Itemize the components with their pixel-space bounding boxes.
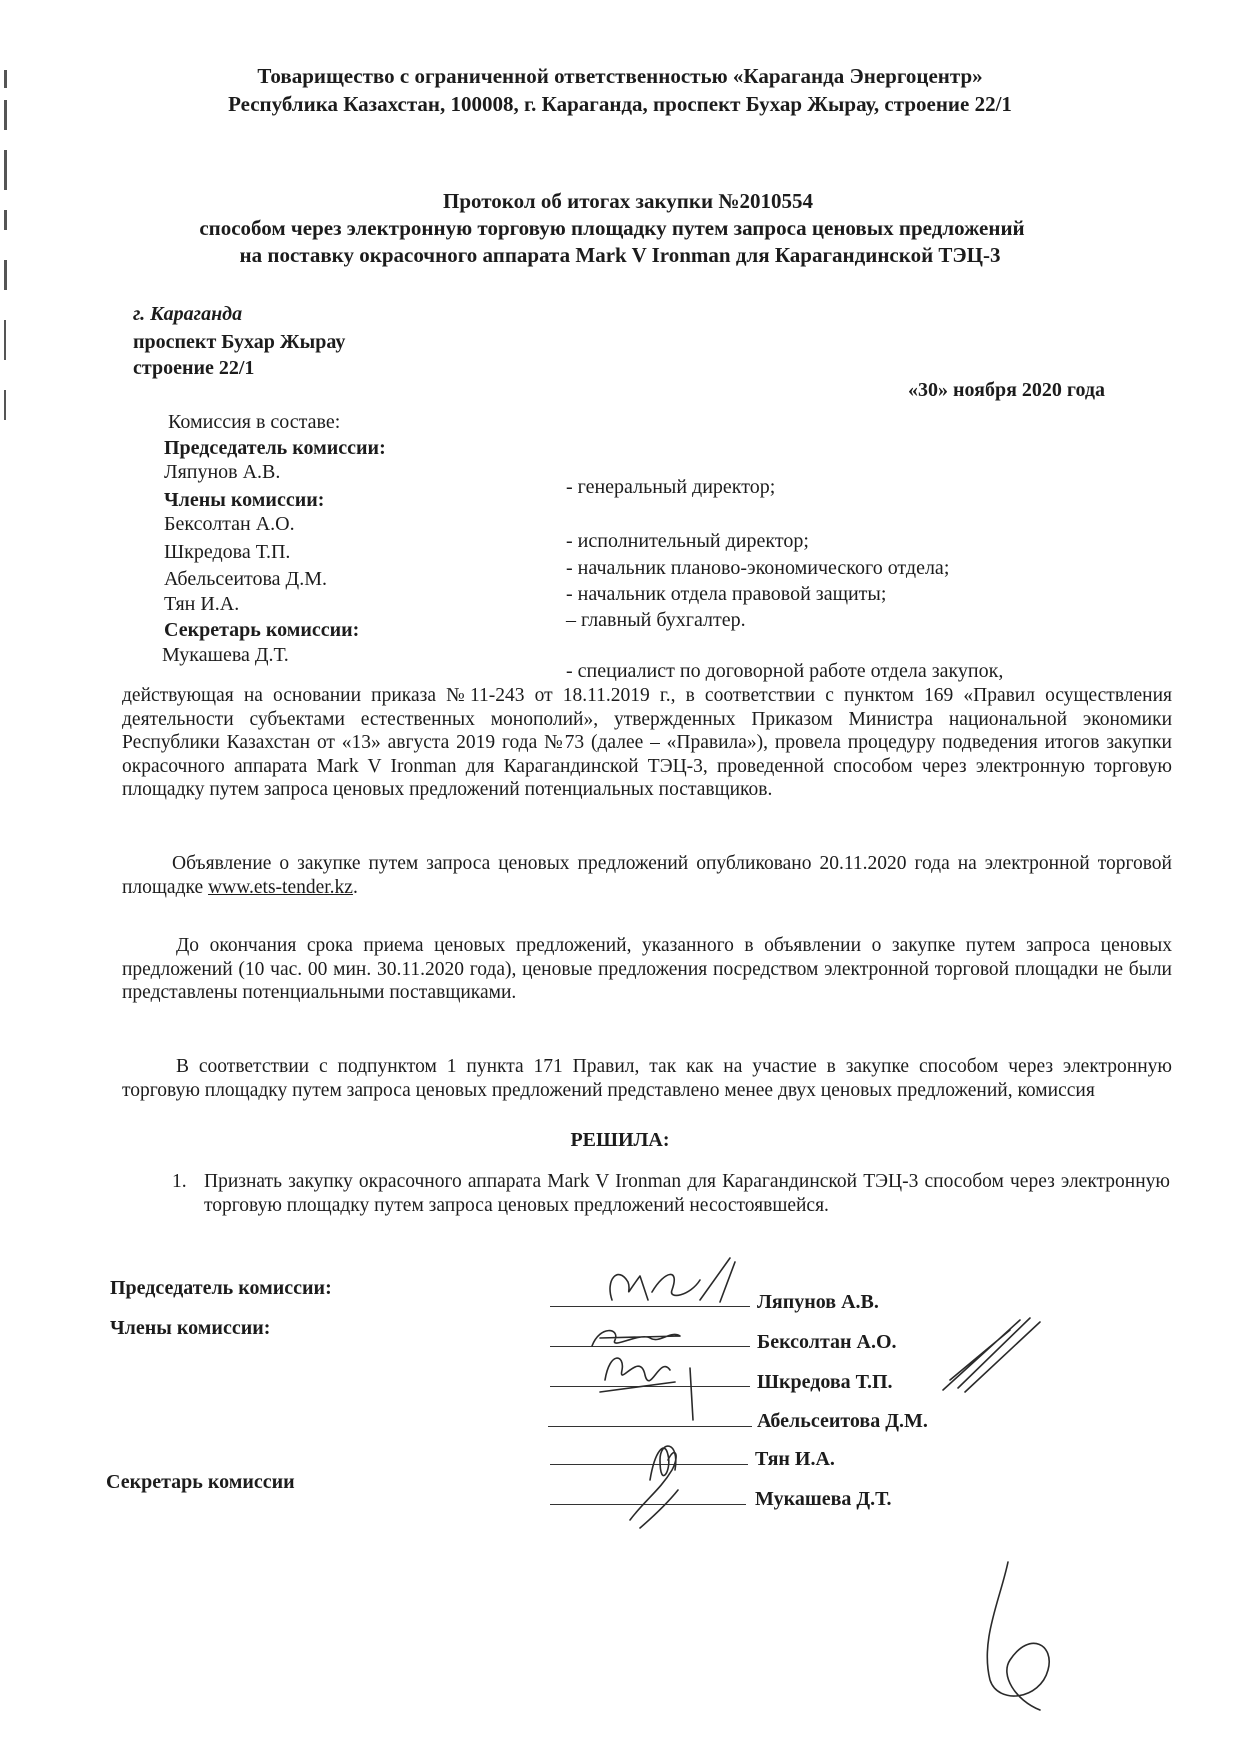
member-role: - начальник планово-экономического отдела;	[566, 557, 950, 579]
paragraph-rules: В соответствии с подпунктом 1 пункта 171 Правил, так как на участие в закупке способом через электронную торговую площадку путем запроса ценовых предложений представлено менее двух ценовых предложений, комиссия	[122, 1056, 1172, 1101]
announcement-end: .	[352, 876, 358, 898]
protocol-subtitle-2: на поставку окрасочного аппарата Mark V Ironman для Карагандинской ТЭЦ-3	[239, 243, 1001, 267]
protocol-title: Протокол об итогах закупки №2010554	[443, 189, 813, 213]
announcement-text: Объявление о закупке путем запроса ценовых предложений опубликовано 20.11.2020 года на электронной торговой площадке	[122, 853, 1172, 898]
decision-heading: РЕШИЛА:	[570, 1129, 670, 1151]
secretary-name: Мукашева Д.Т.	[162, 644, 289, 666]
member-name: Тян И.А.	[164, 593, 240, 615]
protocol-subtitle-1: способом через электронную торговую площадку путем запроса ценовых предложений	[199, 216, 1025, 240]
chair-heading: Председатель комиссии:	[164, 437, 386, 459]
signature-shkredova	[600, 1358, 693, 1420]
place-city: г. Караганда	[133, 303, 243, 325]
signature-abelseitova	[943, 1318, 1040, 1392]
secretary-role: - специалист по договорной работе отдела закупок,	[566, 660, 1004, 682]
paragraph-deadline: До окончания срока приема ценовых предложений, указанного в объявлении о закупке путем запроса ценовых предложений (10 час. 00 мин. 30.11.2020 года), ценовые предложения посредством электронной торговой площадки не были представлены потенциальными поставщиками.	[122, 935, 1172, 1003]
signature-bottom	[987, 1562, 1049, 1710]
organization-name: Товарищество с ограниченной ответственностью «Караганда Энергоцентр»	[257, 64, 983, 88]
sign-chair-label: Председатель комиссии:	[110, 1277, 332, 1299]
signer-name: Бексолтан А.О.	[757, 1331, 897, 1353]
member-role: - начальник отдела правовой защиты;	[566, 583, 887, 605]
chair-name: Ляпунов А.В.	[164, 461, 281, 483]
member-name: Бексолтан А.О.	[164, 513, 295, 535]
paragraph-basis: действующая на основании приказа №11-243 от 18.11.2019 г., в соответствии с пунктом 169 «Правил осуществления деятельности субъектами естественных монополий», утвержденных Приказом Министра национальной экономики Республики Казахстан от «13» августа 2019 года №73 (далее – «Правила»), провела процедуру подведения итогов закупки окрасочного аппарата Mark V Ironman для Карагандинской ТЭЦ-3, проведенной способом через электронную торговую площадку путем запроса ценовых предложений потенциальных поставщиков.	[122, 685, 1172, 800]
signature-chair	[610, 1258, 735, 1302]
sign-secretary-label: Секретарь комиссии	[106, 1471, 295, 1493]
signer-name: Ляпунов А.В.	[757, 1291, 879, 1313]
sign-members-label: Члены комиссии:	[110, 1317, 271, 1339]
secretary-heading: Секретарь комиссии:	[164, 619, 360, 641]
decision-text: Признать закупку окрасочного аппарата Mark V Ironman для Карагандинской ТЭЦ-3 способом через электронную торговую площадку путем запроса ценовых предложений несостоявшейся.	[204, 1171, 1170, 1216]
member-role: – главный бухгалтер.	[566, 609, 746, 631]
decision-number: 1.	[172, 1171, 187, 1192]
place-building: строение 22/1	[133, 357, 255, 379]
chair-role: - генеральный директор;	[566, 476, 776, 498]
signer-name: Абельсеитова Д.М.	[757, 1410, 928, 1432]
protocol-date: «30» ноября 2020 года	[908, 379, 1106, 401]
place-street: проспект Бухар Жырау	[133, 331, 346, 353]
signer-name: Мукашева Д.Т.	[755, 1488, 892, 1510]
member-role: - исполнительный директор;	[566, 530, 809, 552]
signature-tyan	[650, 1446, 676, 1480]
member-name: Шкредова Т.П.	[164, 541, 291, 563]
signer-name: Шкредова Т.П.	[757, 1371, 893, 1393]
organization-address: Республика Казахстан, 100008, г. Караганда, проспект Бухар Жырау, строение 22/1	[228, 92, 1012, 116]
members-heading: Члены комиссии:	[164, 489, 325, 511]
signature-bexoltan	[592, 1331, 680, 1346]
signer-name: Тян И.А.	[755, 1448, 835, 1470]
ets-tender-link[interactable]: www.ets-tender.kz	[208, 876, 353, 898]
commission-intro: Комиссия в составе:	[168, 411, 341, 433]
member-name: Абельсеитова Д.М.	[164, 568, 327, 590]
